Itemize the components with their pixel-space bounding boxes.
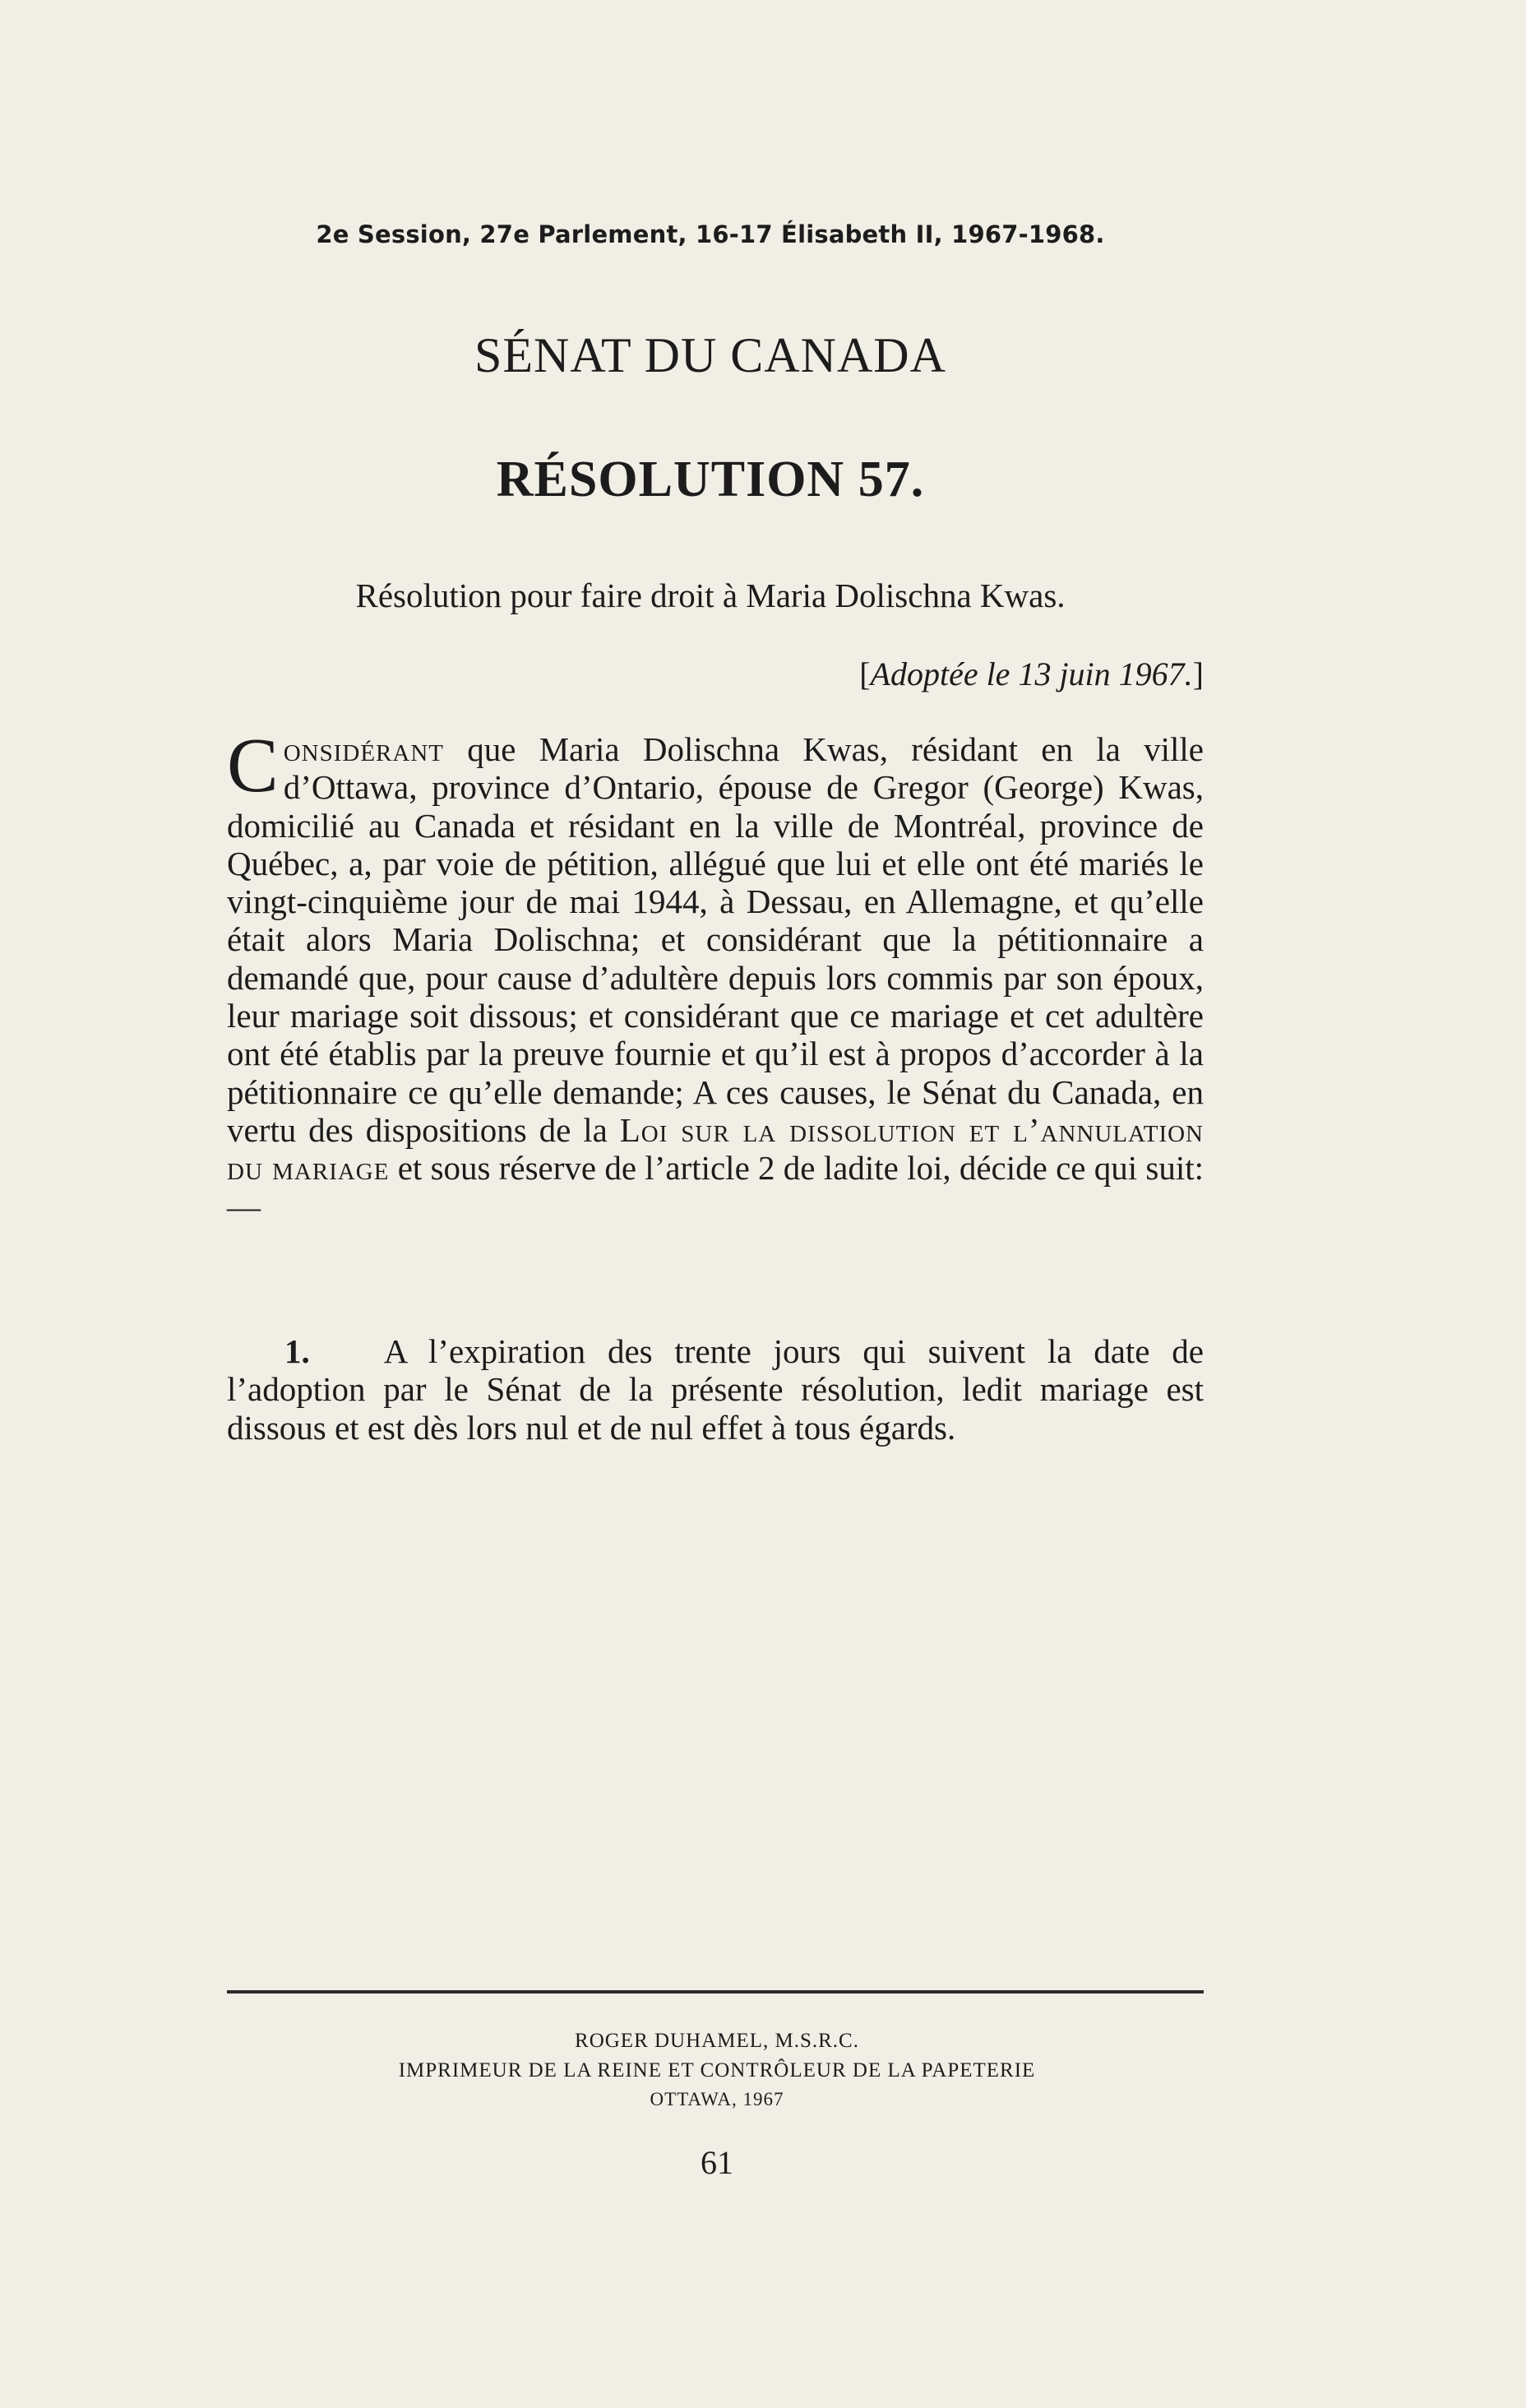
chamber-heading: SÉNAT DU CANADA (474, 328, 946, 382)
resolution-title: RÉSOLUTION 57. (496, 452, 925, 507)
adoption-date (859, 655, 1204, 693)
preamble-text-2: et sous réserve de l’article 2 de ladite loi, décide ce qui suit:— (227, 1149, 1205, 1225)
article-number: 1. (284, 1332, 310, 1370)
adoption-close-bracket: ] (1192, 655, 1204, 692)
article-text: A l’expiration des trente jours qui suivent la date de l’adoption par le Sénat de la présente résolution, ledit mariage est dissous et est dès lors nul et de nul effet à tous égards. (227, 1332, 1204, 1447)
printer-name: ROGER DUHAMEL, M.S.R.C. (575, 2030, 859, 2052)
drop-cap: C (227, 723, 279, 808)
printer-title: IMPRIMEUR DE LA REINE ET CONTRÔLEUR DE LA PAPETERIE (398, 2059, 1036, 2082)
act-name: Loi sur la dissolution et l’annulation du mariage (227, 1110, 1204, 1188)
session-line: 2e Session, 27e Parlement, 16-17 Élisabeth II, 1967-1968. (316, 220, 1105, 248)
adoption-open-bracket: [ (859, 655, 871, 692)
page-number: 61 (701, 2144, 733, 2181)
resolution-subtitle: Résolution pour faire droit à Maria Dolischna Kwas. (355, 577, 1066, 614)
preamble-text-1: que Maria Dolischna Kwas, résidant en la ville d’Ottawa, province d’Ontario, épouse de Gregor (George) Kwas, domicilié au Canada et résidant en la ville de Montréal, province de Québec, a, par voie de pétition, allégué que lui et elle ont été mariés le vingt-cinquième jour de mai 1944, à Dessau, en Allemagne, et qu’elle était alors Maria Dolischna; et considérant que la pétitionnaire a demandé que, pour cause d’adultère depuis lors commis par son époux, leur mariage soit dissous; et considérant que ce mariage et cet adultère ont été établis par la preuve fournie et qu’il est à propos d’accorder à la pétitionnaire ce qu’elle demande; A ces causes, le Sénat du Canada, en vertu des dispositions de la (227, 730, 1204, 1149)
preamble-paragraph (227, 723, 1205, 1225)
footer-rule (227, 1990, 1204, 1994)
adoption-date-text: Adoptée le 13 juin 1967. (870, 655, 1193, 692)
preamble-lead-word: onsidérant (283, 730, 444, 768)
printer-place-year: OTTAWA, 1967 (650, 2089, 784, 2109)
article-1 (227, 1332, 1204, 1447)
